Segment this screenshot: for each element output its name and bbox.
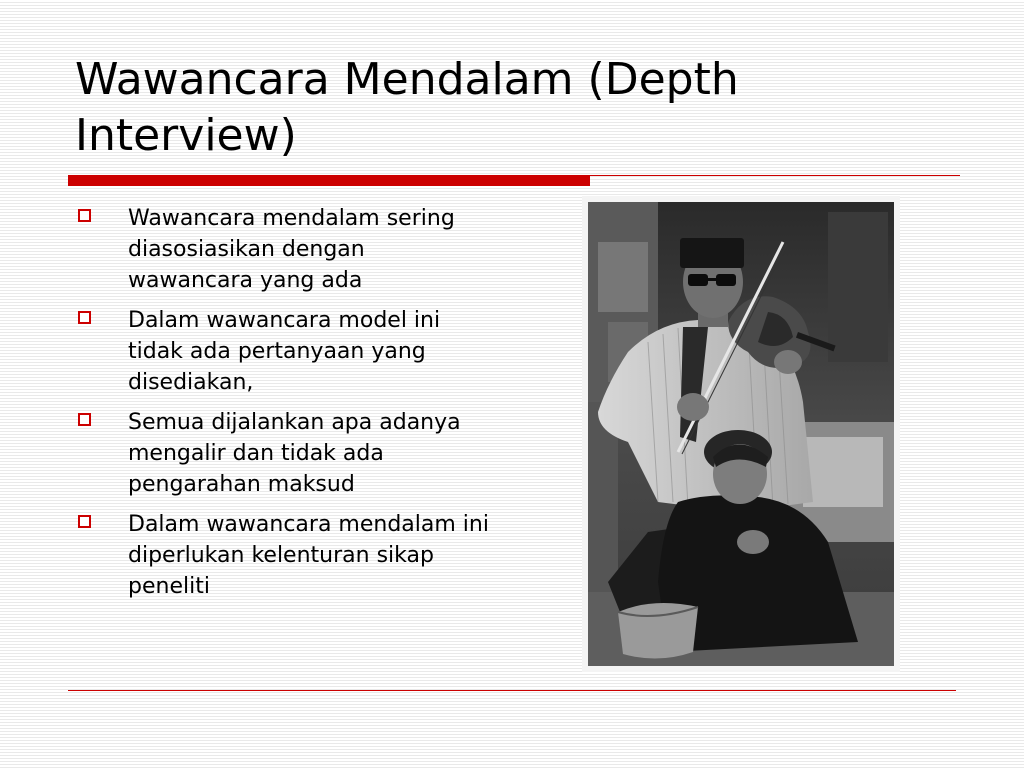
bullet-item bbox=[76, 203, 496, 296]
bullet-item bbox=[76, 509, 496, 602]
square-bullet-icon bbox=[78, 413, 91, 426]
bullet-list bbox=[76, 203, 496, 611]
square-bullet-icon bbox=[78, 209, 91, 222]
bullet-item bbox=[76, 305, 496, 398]
square-bullet-icon bbox=[78, 311, 91, 324]
title-underline-thick bbox=[68, 175, 590, 186]
square-bullet-icon bbox=[78, 515, 91, 528]
bullet-text: Wawancara mendalam sering diasosiasikan dengan wawancara yang ada bbox=[128, 206, 455, 293]
bullet-text: Dalam wawancara mendalam ini diperlukan kelenturan sikap peneliti bbox=[128, 512, 489, 599]
bullet-item bbox=[76, 407, 496, 500]
violinist-photo bbox=[588, 202, 894, 666]
photo-frame bbox=[582, 196, 900, 672]
bullet-text: Semua dijalankan apa adanya mengalir dan tidak ada pengarahan maksud bbox=[128, 410, 461, 497]
title-underline-thin bbox=[590, 175, 960, 176]
footer-rule bbox=[68, 690, 956, 691]
bullet-text: Dalam wawancara model ini tidak ada pertanyaan yang disediakan, bbox=[128, 308, 441, 395]
slide-title: Wawancara Mendalam (Depth Interview) bbox=[75, 54, 739, 161]
